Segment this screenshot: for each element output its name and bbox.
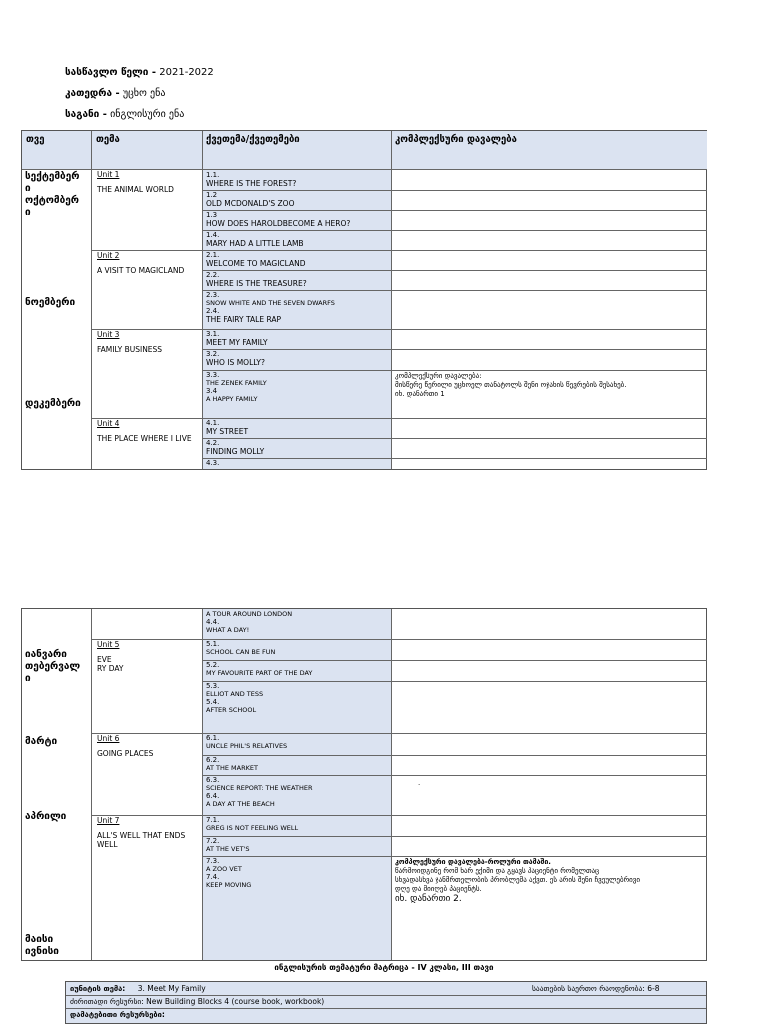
department-line	[65, 88, 165, 99]
unit-3: Unit 3 FAMILY BUSINESS	[97, 330, 163, 354]
unit-info-table	[65, 981, 707, 1024]
lesson-3-1: 3.1. MEET MY FAMILY	[206, 330, 268, 347]
school-year-value: 2021-2022	[159, 67, 214, 78]
curriculum-table-1	[21, 130, 707, 470]
lesson-6-1: 6.1. UNCLE PHIL'S RELATIVES	[206, 734, 288, 750]
month-sep-oct: სექტემბერ ი ოქტომბერ ი	[25, 171, 80, 218]
header-task: კომპლექსური დავალება	[395, 134, 517, 145]
lesson-5-2: 5.2. MY FAVOURITE PART OF THE DAY	[206, 661, 313, 677]
lesson-5-1: 5.1. SCHOOL CAN BE FUN	[206, 640, 276, 656]
header-row-bg	[22, 131, 707, 169]
lesson-4-3-cont: A TOUR AROUND LONDON 4.4. WHAT A DAY!	[206, 610, 293, 634]
unit-4: Unit 4 THE PLACE WHERE I LIVE	[97, 419, 192, 443]
lesson-2-2: 2.2. WHERE IS THE TREASURE?	[206, 271, 307, 288]
unit-1: Unit 1 THE ANIMAL WORLD	[97, 170, 174, 194]
lesson-6-2: 6.2. AT THE MARKET	[206, 756, 258, 772]
lesson-4-2: 4.2. FINDING MOLLY	[206, 439, 265, 456]
header-theme: თემა	[96, 134, 120, 145]
lesson-4-3: 4.3.	[206, 459, 220, 467]
department-label: კათედრა -	[65, 88, 120, 99]
lesson-7-2: 7.2. AT THE VET'S	[206, 837, 250, 853]
lesson-2-1: 2.1. WELCOME TO MAGICLAND	[206, 251, 306, 268]
unit-7: Unit 7 ALL'S WELL THAT ENDS WELL	[97, 816, 186, 849]
header-month: თვე	[26, 134, 45, 145]
department-value: უცხო ენა	[122, 88, 166, 99]
month-dec: დეკემბერი	[25, 398, 81, 409]
complex-task-2: კომპლექსური დავალება-როლური თამაში. წარმოიდგინე რომ ხარ ექიმი და გყავს პაციენტი რომელთაც სხვადასხვა ჯანმრთელობის პრობლემა აქვთ. ეს არის შენი ჩვეულებრივი დღე და მიიღებ პაციენტს. იხ. დანართი 2.	[395, 858, 641, 904]
unit-5: Unit 5 EVE RY DAY	[97, 640, 124, 673]
dot-mark: .	[418, 779, 421, 787]
curriculum-table-2	[21, 608, 707, 961]
month-nov: ნოემბერი	[25, 297, 76, 308]
unit-6: Unit 6 GOING PLACES	[97, 734, 154, 758]
month-mar: მარტი	[25, 736, 58, 747]
month-may-jun: მაისი ივნისი	[25, 934, 59, 957]
matrix-caption: ინგლისურის თემატური მატრიცა - IV კლასი, III თავი	[274, 963, 494, 972]
complex-task-1: კომპლექსური დავალება: მისწერე წერილი უცხოელ თანატოლს შენი ოჯახის წევრების შესახებ. იხ. დანართი 1	[395, 372, 627, 398]
school-year-label: სასწავლო წელი -	[65, 67, 157, 78]
lesson-4-1: 4.1. MY STREET	[206, 419, 249, 436]
lesson-3-2: 3.2. WHO IS MOLLY?	[206, 350, 265, 367]
lesson-2-3: 2.3. SNOW WHITE AND THE SEVEN DWARFS 2.4. THE FAIRY TALE RAP	[206, 291, 335, 324]
lesson-1-2: 1.2 OLD MCDONALD'S ZOO	[206, 191, 295, 208]
header-subtheme: ქვეთემა/ქვეთემები	[206, 134, 300, 145]
lesson-1-4: 1.4. MARY HAD A LITTLE LAMB	[206, 231, 304, 248]
subject-label: საგანი -	[65, 109, 107, 120]
month-jan-feb: იანვარი თებერვალ ი	[25, 649, 81, 684]
lesson-1-3: 1.3 HOW DOES HAROLDBECOME A HERO?	[206, 211, 351, 228]
main-resource: ძირითადი რესურსი: New Building Blocks 4 (course book, workbook)	[70, 997, 325, 1006]
lesson-7-1: 7.1. GREG IS NOT FEELING WELL	[206, 816, 299, 832]
lesson-7-3: 7.3. A ZOO VET 7.4. KEEP MOVING	[206, 857, 252, 889]
lesson-1-1: 1.1. WHERE IS THE FOREST?	[206, 171, 297, 188]
school-year-line	[65, 67, 214, 78]
extra-resources: დამატებითი რესურსები:	[70, 1010, 165, 1019]
lesson-5-3: 5.3. ELLIOT AND TESS 5.4. AFTER SCHOOL	[206, 682, 264, 714]
lesson-6-3: 6.3. SCIENCE REPORT: THE WEATHER 6.4. A DAY AT THE BEACH	[206, 776, 313, 808]
subject-line	[65, 109, 184, 120]
unit-2: Unit 2 A VISIT TO MAGICLAND	[97, 251, 185, 275]
total-hours: საათების საერთო რაოდენობა: 6-8	[532, 984, 660, 993]
unit-theme-line: იუნიტის თემა: 3. Meet My Family	[70, 984, 206, 993]
month-apr: აპრილი	[25, 811, 67, 822]
subject-value: ინგლისური ენა	[110, 109, 185, 120]
lesson-3-3: 3.3. THE ZENEK FAMILY 3.4 A HAPPY FAMILY	[206, 371, 267, 403]
